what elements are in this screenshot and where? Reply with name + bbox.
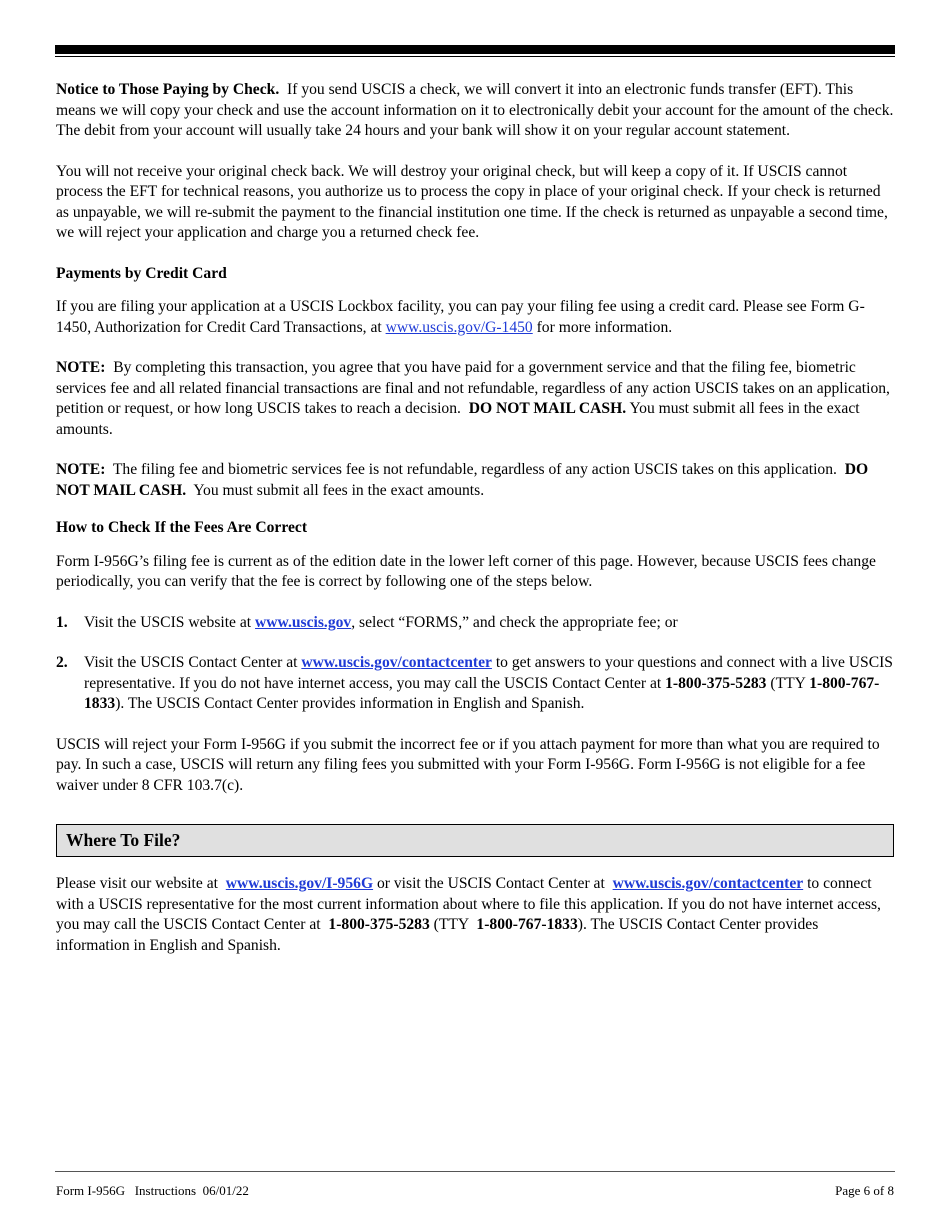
note-1-text-after: You must submit all fees in the exact amounts. <box>56 400 860 438</box>
credit-card-paragraph <box>56 297 894 338</box>
note-2-label: NOTE: <box>56 461 106 478</box>
credit-card-heading: Payments by Credit Card <box>56 264 227 282</box>
check-fees-item-2 <box>56 653 894 715</box>
where-to-file-paragraph <box>56 874 894 956</box>
notice-check-title: Notice to Those Paying by Check. <box>56 81 280 98</box>
top-double-rule <box>55 45 895 57</box>
where-to-file-heading: Where To File? <box>66 830 181 851</box>
item-1-number: 1. <box>56 613 68 631</box>
document-body <box>56 80 894 956</box>
where-to-file-middle-2: to connect with a USCIS representative for the most current information about where to file this application. If you do not have internet access, you may call the USCIS Contact Center at <box>56 875 881 933</box>
note-2 <box>56 460 894 501</box>
check-fees-item-1 <box>56 613 894 634</box>
note-1-text: By completing this transaction, you agree that you have paid for a government service and that the filing fee, biometric services fee and all related financial transactions are final and not refundable, regardless of any action USCIS takes on an application, petition or request, or how long USCIS takes to reach a decision. <box>56 359 890 417</box>
item-2-number: 2. <box>56 654 68 671</box>
i956g-link[interactable]: www.uscis.gov/I-956G <box>225 875 374 892</box>
check-fees-heading: How to Check If the Fees Are Correct <box>56 519 308 536</box>
note-1-no-cash: DO NOT MAIL CASH. <box>468 400 627 417</box>
item-2-text <box>84 653 894 715</box>
where-to-file-header <box>56 824 894 857</box>
top-rule-thick <box>55 45 895 54</box>
uscis-website-link[interactable]: www.uscis.gov <box>255 613 352 631</box>
notice-check-paragraph <box>56 80 894 142</box>
note-1 <box>56 358 894 440</box>
item-2-middle: to get answers to your questions and connect with a live USCIS representative. If you do not have internet access, you may call the USCIS Contact Center at <box>84 654 893 692</box>
note-1-label: NOTE: <box>56 359 106 376</box>
note-2-text: The filing fee and biometric services fee is not refundable, regardless of any action USCIS takes on this application. <box>112 461 837 478</box>
where-to-file-contact-link[interactable]: www.uscis.gov/contactcenter <box>612 875 804 892</box>
where-to-file-phone: 1-800-375-5283 <box>328 916 430 933</box>
where-to-file-middle: or visit the USCIS Contact Center at <box>373 875 609 892</box>
note-2-text-after: You must submit all fees in the exact amounts. <box>193 481 485 499</box>
item-1-text <box>84 613 894 634</box>
where-to-file-tty-open: (TTY <box>429 916 473 933</box>
item-2-after: ). The USCIS Contact Center provides information in English and Spanish. <box>115 695 585 712</box>
footer-form-edition: Form I-956G Instructions 06/01/22 <box>56 1183 249 1198</box>
item-2-tty-open: (TTY <box>766 674 810 692</box>
contact-center-link[interactable]: www.uscis.gov/contactcenter <box>301 654 492 671</box>
note-2-no-cash: DO NOT MAIL CASH. <box>56 461 869 499</box>
item-2-tty: 1-800-767-1833 <box>84 674 880 712</box>
footer-rule <box>55 1171 895 1172</box>
credit-card-text-after: for more information. <box>532 318 673 336</box>
item-1-before: Visit the USCIS website at <box>84 613 256 631</box>
where-to-file-tty: 1-800-767-1833 <box>476 916 578 933</box>
item-1-after: , select “FORMS,” and check the appropriate fee; or <box>351 613 678 631</box>
check-fees-intro: Form I-956G’s filing fee is current as of the edition date in the lower left corner of this page. However, because USCIS fees change periodically, you can verify that the fee is correct by following one of the steps below. <box>56 552 876 590</box>
reject-paragraph: USCIS will reject your Form I-956G if you submit the incorrect fee or if you attach payment for more than what you are required to pay. In such a case, USCIS will return any filing fees you submitted with your Form I-956G. Form I-956G is not eligible for a fee waiver under 8 CFR 103.7(c). <box>56 735 880 794</box>
notice-check-paragraph-2: You will not receive your original check back. We will destroy your original check, but will keep a copy of it. If USCIS cannot process the EFT for technical reasons, you authorize us to process the copy in place of your original check. If your check is returned as unpayable, we will re-submit the payment to the financial institution one time. If the check is returned as unpayable a second time, we will reject your application and charge you a returned check fee. <box>56 162 888 241</box>
credit-card-text: If you are filing your application at a USCIS Lockbox facility, you can pay your filing fee using a credit card. Please see Form G-1450, Authorization for Credit Card Transactions, at <box>56 298 865 336</box>
g1450-link[interactable]: www.uscis.gov/G-1450 <box>385 318 533 336</box>
item-2-before: Visit the USCIS Contact Center at <box>84 654 302 671</box>
footer-page-number: Page 6 of 8 <box>835 1183 894 1198</box>
where-to-file-after: ). The USCIS Contact Center provides information in English and Spanish. <box>56 916 819 954</box>
top-rule-thin <box>55 56 895 57</box>
item-2-phone: 1-800-375-5283 <box>665 674 767 692</box>
notice-check-text: If you send USCIS a check, we will convert it into an electronic funds transfer (EFT). This means we will copy your check and use the account information on it to electronically debit your account for the amount of the check. The debit from your account will usually take 24 hours and your bank will show it on your regular account statement. <box>56 81 894 139</box>
where-to-file-before: Please visit our website at <box>56 875 222 892</box>
